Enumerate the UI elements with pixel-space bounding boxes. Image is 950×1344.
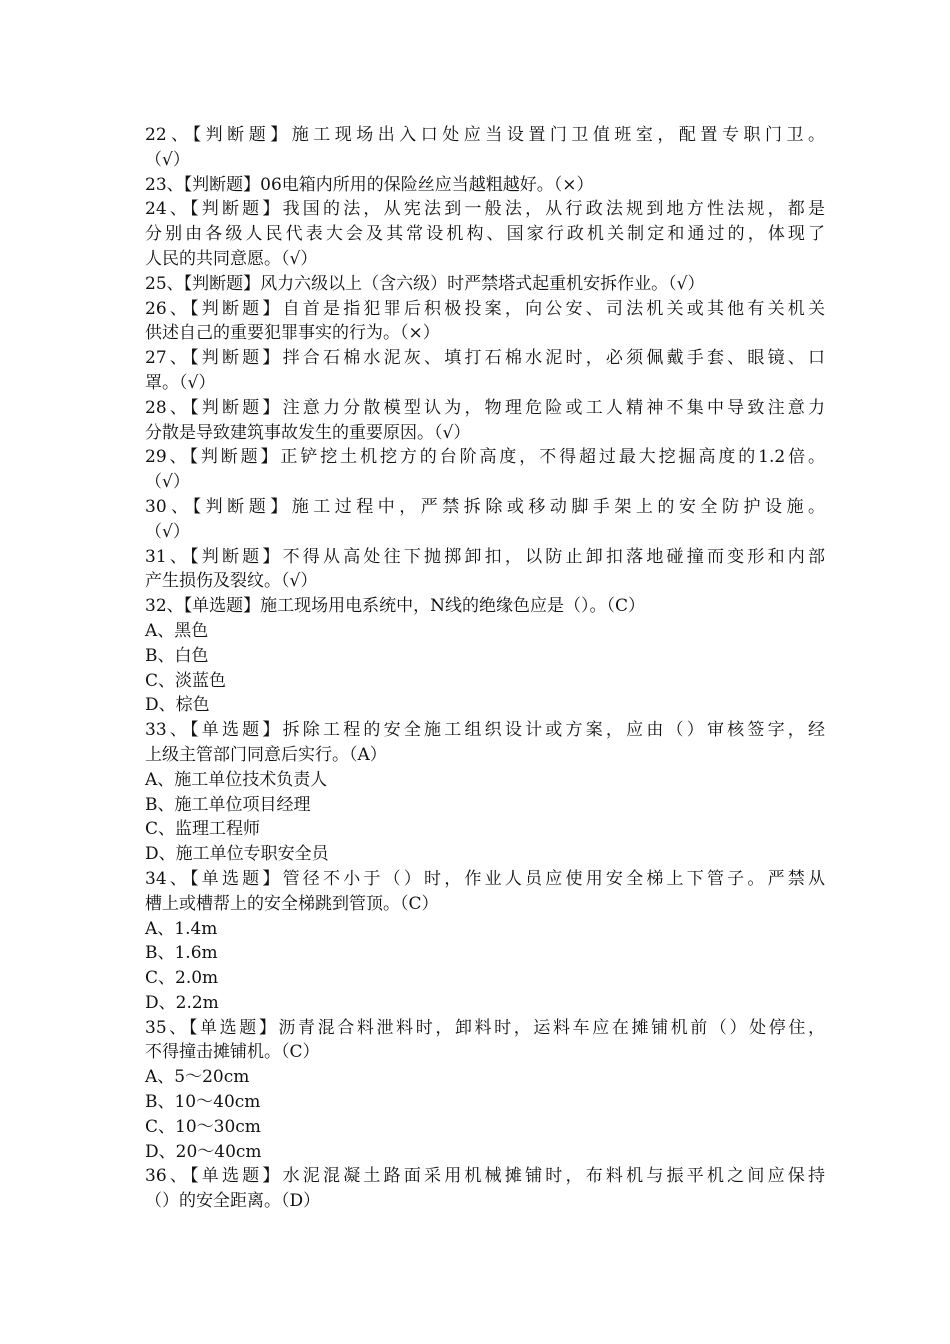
text-line: 29、【判断题】正铲挖土机挖方的台阶高度，不得超过最大挖掘高度的1.2倍。: [145, 447, 825, 468]
text-line: （√）: [145, 521, 190, 542]
text-line: B、施工单位项目经理: [145, 794, 311, 815]
text-line: D、施工单位专职安全员: [145, 844, 329, 865]
text-line: （）的安全距离。（D）: [145, 1191, 321, 1212]
text-line: 24、【判断题】我国的法，从宪法到一般法，从行政法规到地方性法规，都是: [145, 199, 825, 220]
text-line: 27、【判断题】拌合石棉水泥灰、填打石棉水泥时，必须佩戴手套、眼镜、口: [145, 348, 825, 369]
text-line: 34、【单选题】管径不小于（）时，作业人员应使用安全梯上下管子。严禁从: [145, 868, 825, 889]
document-page: [145, 123, 825, 1214]
text-line: 上级主管部门同意后实行。（A）: [145, 744, 387, 765]
text-line: 25、【判断题】风力六级以上（含六级）时严禁塔式起重机安拆作业。（√）: [145, 273, 705, 294]
text-line: 36、【单选题】水泥混凝土路面采用机械摊铺时，布料机与振平机之间应保持: [145, 1166, 825, 1187]
text-line: 35、【单选题】沥青混合料泄料时，卸料时，运料车应在摊铺机前（）处停住，: [145, 1017, 825, 1038]
text-line: B、10〜40cm: [145, 1092, 261, 1113]
text-line: C、监理工程师: [145, 819, 261, 840]
text-line: 30、【判断题】施工过程中，严禁拆除或移动脚手架上的安全防护设施。: [145, 496, 825, 517]
text-line: 23、【判断题】06电箱内所用的保险丝应当越粗越好。（×）: [145, 174, 594, 195]
text-line: 分别由各级人民代表大会及其常设机构、国家行政机关制定和通过的，体现了: [145, 224, 825, 245]
text-line: A、黑色: [145, 620, 209, 641]
text-line: D、棕色: [145, 695, 210, 716]
text-line: D、2.2m: [145, 992, 219, 1013]
text-line: 31、【判断题】不得从高处往下抛掷卸扣，以防止卸扣落地碰撞而变形和内部: [145, 546, 825, 567]
text-line: A、5〜20cm: [145, 1067, 250, 1088]
text-line: 槽上或槽帮上的安全梯跳到管顶。（C）: [145, 893, 439, 914]
text-line: 供述自己的重要犯罪事实的行为。（×）: [145, 323, 440, 344]
text-line: 33、【单选题】拆除工程的安全施工组织设计或方案，应由（）审核签字，经: [145, 720, 825, 741]
text-line: C、2.0m: [145, 968, 219, 989]
text-line: C、10〜30cm: [145, 1116, 261, 1137]
text-line: 不得撞击摊铺机。（C）: [145, 1042, 320, 1063]
text-line: B、1.6m: [145, 943, 218, 964]
text-line: 产生损伤及裂纹。（√）: [145, 571, 318, 592]
text-line: （√）: [145, 472, 190, 493]
text-line: A、施工单位技术负责人: [145, 769, 328, 790]
text-line: 22、【判断题】施工现场出入口处应当设置门卫值班室，配置专职门卫。: [145, 125, 825, 145]
text-line: （√）: [145, 149, 190, 170]
text-line: 28、【判断题】注意力分散模型认为，物理危险或工人精神不集中导致注意力: [145, 397, 825, 418]
text-line: 人民的共同意愿。（√）: [145, 248, 318, 269]
text-line: D、20〜40cm: [145, 1141, 262, 1162]
text-line: C、淡蓝色: [145, 670, 227, 691]
text-line: 26、【判断题】自首是指犯罪后积极投案，向公安、司法机关或其他有关机关: [145, 298, 825, 319]
text-line: A、1.4m: [145, 918, 218, 939]
text-line: B、白色: [145, 645, 209, 666]
text-line: 32、【单选题】施工现场用电系统中，N线的绝缘色应是（）。（C）: [145, 596, 646, 617]
text-line: 罩。（√）: [145, 372, 216, 393]
text-line: 分散是导致建筑事故发生的重要原因。（√）: [145, 422, 471, 443]
